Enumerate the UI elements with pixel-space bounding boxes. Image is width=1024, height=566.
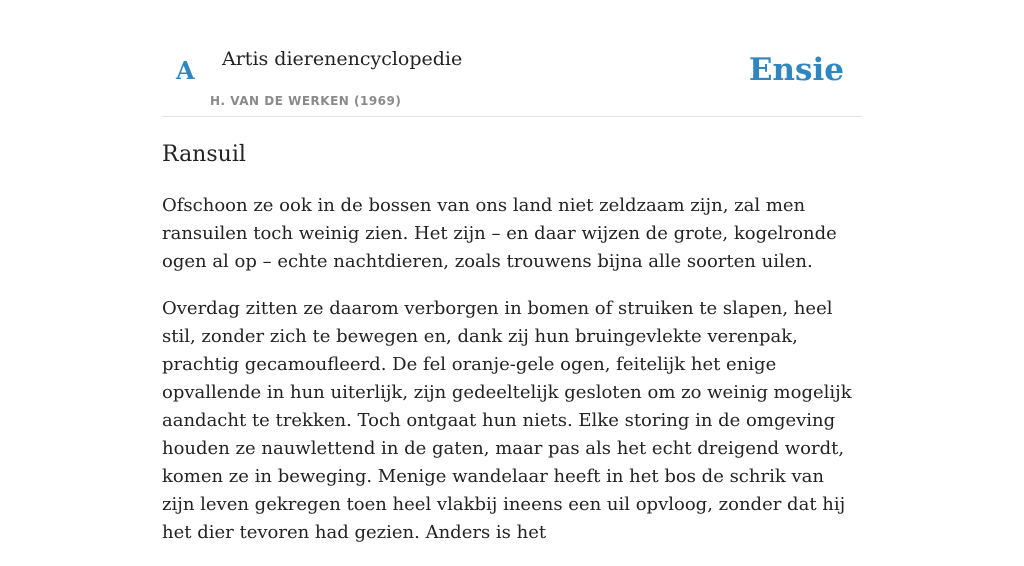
entry-title: Ransuil <box>162 142 246 167</box>
source-title-link[interactable]: Artis dierenencyclopedie <box>222 48 463 70</box>
entry-paragraph: Ofschoon ze ook in de bossen van ons land niet zeldzaam zijn, zal men ransuilen toch weinig zien. Het zijn – en daar wijzen de grote, kogelronde ogen al op – echte nachtdieren, zoals trouwens bijna alle soorten uilen. <box>162 195 837 272</box>
source-author: H. VAN DE WERKEN (1969) <box>210 94 402 108</box>
alphabet-letter-link[interactable]: A <box>176 56 195 85</box>
entry-body <box>162 192 862 566</box>
article-page <box>162 0 862 543</box>
source-header <box>162 0 862 117</box>
ensie-logo-link[interactable]: Ensie <box>748 52 844 88</box>
entry-paragraph: Overdag zitten ze daarom verborgen in bomen of struiken te slapen, heel stil, zonder zich te bewegen en, dank zij hun bruingevlekte verenpak, prachtig gecamoufleerd. De fel oranje-gele ogen, feitelijk het enige opvallende in hun uiterlijk, zijn gedeeltelijk gesloten om zo weinig mogelijk aandacht te trekken. Toch ontgaat hun niets. Elke storing in de omgeving houden ze nauwlettend in de gaten, maar pas als het echt dreigend wordt, komen ze in beweging. Menige wandelaar heeft in het bos de schrik van zijn leven gekregen toen heel vlakbij ineens een uil opvloog, zonder dat hij het dier tevoren had gezien. Anders is het <box>162 298 852 543</box>
